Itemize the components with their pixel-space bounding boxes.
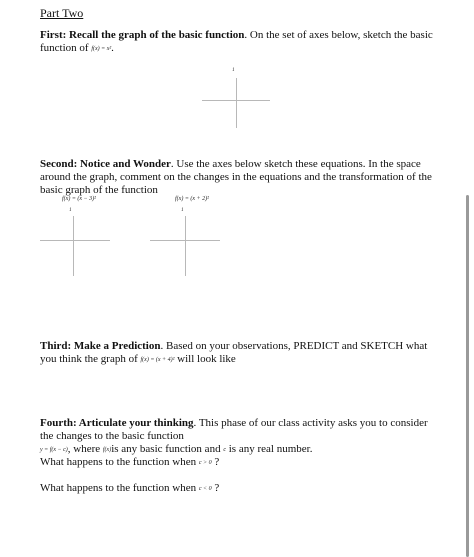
part-title: Part Two: [40, 6, 84, 20]
third-text-2a: you think the graph of: [40, 353, 138, 365]
first-text-1: . On the set of axes below, sketch the basic: [244, 29, 433, 41]
third-line-2: [40, 352, 236, 367]
basic-function-equation: f(x) = x²: [91, 46, 112, 52]
first-line-2: [40, 41, 114, 56]
fourth-line-2: the changes to the basic function: [40, 430, 184, 442]
axes3-x-axis: [150, 240, 220, 241]
axes2-x-axis: [40, 240, 110, 241]
c-positive-condition: c > 0: [198, 460, 212, 466]
axes2-y-axis: [73, 216, 74, 276]
first-line-1: [40, 28, 433, 42]
third-text-2b: will look like: [177, 353, 236, 365]
axes2-tick-label: 1: [69, 207, 72, 213]
fourth-text-3a: , where: [67, 443, 101, 455]
q2-mark: ?: [214, 482, 220, 494]
vertical-scrollbar[interactable]: [466, 195, 469, 557]
c-negative-condition: c < 0: [198, 486, 212, 492]
general-transform-equation: y = f(x − c): [40, 447, 68, 453]
fourth-text-3b: is any basic function and: [111, 443, 221, 455]
third-text-1: . Based on your observations, PREDICT and SKETCH what: [160, 340, 428, 352]
constant-symbol: c: [223, 447, 226, 453]
second-line-2: around the graph, comment on the changes in the equations and the transformation of the: [40, 171, 432, 183]
q1-text: What happens to the function when: [40, 456, 197, 468]
first-period: .: [111, 42, 114, 54]
fourth-text-3c: is any real number.: [228, 443, 313, 455]
second-text-1: . Use the axes below sketch these equations. In the space: [170, 158, 421, 170]
second-heading: Second: Notice and Wonder: [40, 158, 171, 170]
axes1-x-axis: [202, 100, 270, 101]
equation-left: f(x) = (x − 3)²: [62, 196, 96, 202]
third-line-1: [40, 339, 427, 353]
axes1-tick-label: 1: [232, 67, 235, 73]
fourth-heading: Fourth: Articulate your thinking: [40, 417, 194, 429]
basic-function-symbol: f(x): [102, 447, 112, 453]
fourth-line-1: [40, 416, 428, 430]
equation-right: f(x) = (x + 2)²: [175, 196, 209, 202]
prediction-equation: f(x) = (x + 4)²: [140, 357, 175, 363]
second-line-3: basic graph of the function: [40, 184, 158, 196]
axes1-y-axis: [236, 78, 237, 128]
first-text-2: function of: [40, 42, 89, 54]
question-c-negative: [40, 481, 219, 496]
question-c-positive: [40, 455, 219, 470]
fourth-text-1: . This phase of our class activity asks you to consider: [193, 417, 428, 429]
first-heading: First: Recall the graph of the basic function: [40, 29, 245, 41]
third-heading: Third: Make a Prediction: [40, 340, 161, 352]
axes3-y-axis: [185, 216, 186, 276]
q1-mark: ?: [214, 456, 220, 468]
axes3-tick-label: 1: [181, 207, 184, 213]
second-line-1: [40, 157, 421, 171]
q2-text: What happens to the function when: [40, 482, 197, 494]
